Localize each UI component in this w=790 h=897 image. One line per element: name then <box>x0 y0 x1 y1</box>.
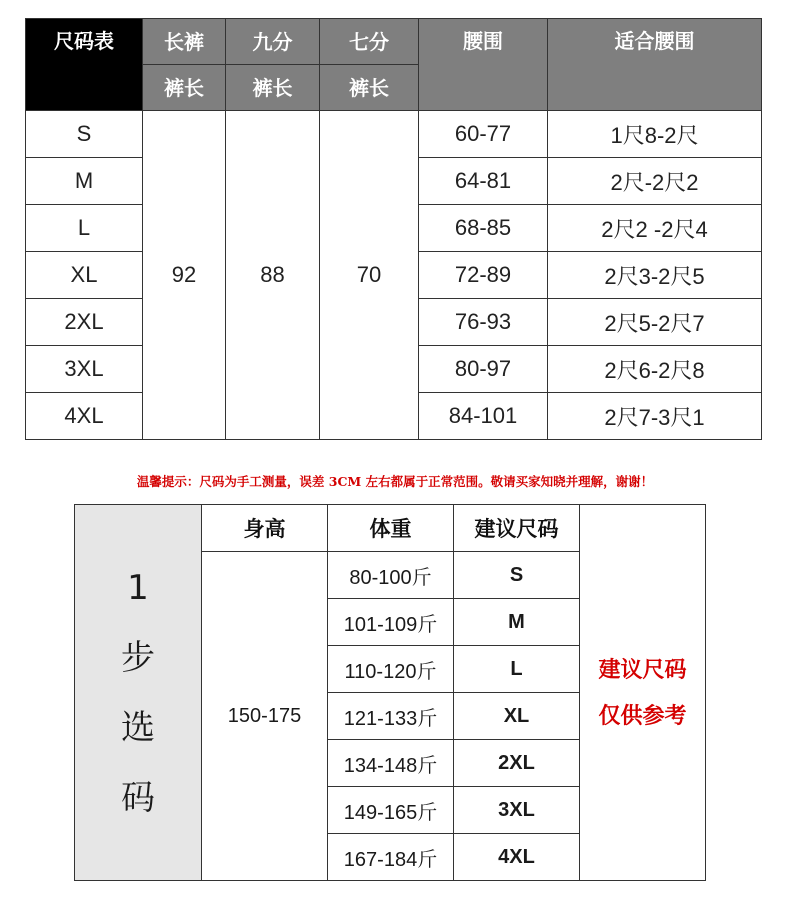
weight-cell: 101-109斤 <box>328 599 454 646</box>
ninth-length-value: 88 <box>226 111 320 440</box>
waist-cell: 60-77 <box>419 111 548 158</box>
header-long-pants-length: 裤长 <box>143 65 226 111</box>
fit-waist-cell: 2尺2 -2尺4 <box>548 205 762 252</box>
weight-cell: 80-100斤 <box>328 552 454 599</box>
suggested-size-cell: M <box>454 599 580 646</box>
step-label: 1 步 选 码 <box>75 505 202 881</box>
size-cell: 3XL <box>26 346 143 393</box>
fit-waist-cell: 2尺-2尺2 <box>548 158 762 205</box>
weight-cell: 167-184斤 <box>328 834 454 881</box>
measurement-tip: 温馨提示：尺码为手工测量，误差 3CM 左右都属于正常范围。敬请买家知晓并理解，谢谢！ <box>136 474 654 489</box>
size-cell: L <box>26 205 143 252</box>
weight-cell: 134-148斤 <box>328 740 454 787</box>
size-chart-table <box>25 18 762 440</box>
fit-waist-cell: 2尺5-2尺7 <box>548 299 762 346</box>
fit-waist-cell: 2尺7-3尺1 <box>548 393 762 440</box>
header-weight: 体重 <box>328 505 454 552</box>
height-range: 150-175 <box>202 552 328 881</box>
header-seventh-pants-length: 裤长 <box>320 65 419 111</box>
header-ninth-pants-length: 裤长 <box>226 65 320 111</box>
fit-waist-cell: 1尺8-2尺 <box>548 111 762 158</box>
header-size-chart: 尺码表 <box>26 19 143 111</box>
header-waist: 腰围 <box>419 19 548 111</box>
size-cell: 2XL <box>26 299 143 346</box>
waist-cell: 72-89 <box>419 252 548 299</box>
waist-cell: 84-101 <box>419 393 548 440</box>
suggested-size-cell: XL <box>454 693 580 740</box>
header-suggested-size: 建议尺码 <box>454 505 580 552</box>
suggested-size-cell: L <box>454 646 580 693</box>
size-chart-header-row <box>26 19 762 65</box>
size-cell: S <box>26 111 143 158</box>
fit-waist-cell: 2尺6-2尺8 <box>548 346 762 393</box>
table-row <box>26 111 762 158</box>
long-length-value: 92 <box>143 111 226 440</box>
size-recommendation-table <box>74 504 706 881</box>
waist-cell: 76-93 <box>419 299 548 346</box>
header-long-pants: 长裤 <box>143 19 226 65</box>
weight-cell: 149-165斤 <box>328 787 454 834</box>
fit-waist-cell: 2尺3-2尺5 <box>548 252 762 299</box>
recommendation-header-row <box>75 505 706 552</box>
seventh-length-value: 70 <box>320 111 419 440</box>
header-height: 身高 <box>202 505 328 552</box>
suggested-size-cell: 2XL <box>454 740 580 787</box>
size-cell: XL <box>26 252 143 299</box>
weight-cell: 110-120斤 <box>328 646 454 693</box>
waist-cell: 64-81 <box>419 158 548 205</box>
suggested-size-cell: 4XL <box>454 834 580 881</box>
suggestion-note: 建议尺码 仅供参考 <box>580 505 706 881</box>
weight-cell: 121-133斤 <box>328 693 454 740</box>
suggested-size-cell: S <box>454 552 580 599</box>
size-cell: M <box>26 158 143 205</box>
header-seventh-pants: 七分 <box>320 19 419 65</box>
suggested-size-cell: 3XL <box>454 787 580 834</box>
size-cell: 4XL <box>26 393 143 440</box>
header-fit-waist: 适合腰围 <box>548 19 762 111</box>
header-ninth-pants: 九分 <box>226 19 320 65</box>
waist-cell: 68-85 <box>419 205 548 252</box>
waist-cell: 80-97 <box>419 346 548 393</box>
